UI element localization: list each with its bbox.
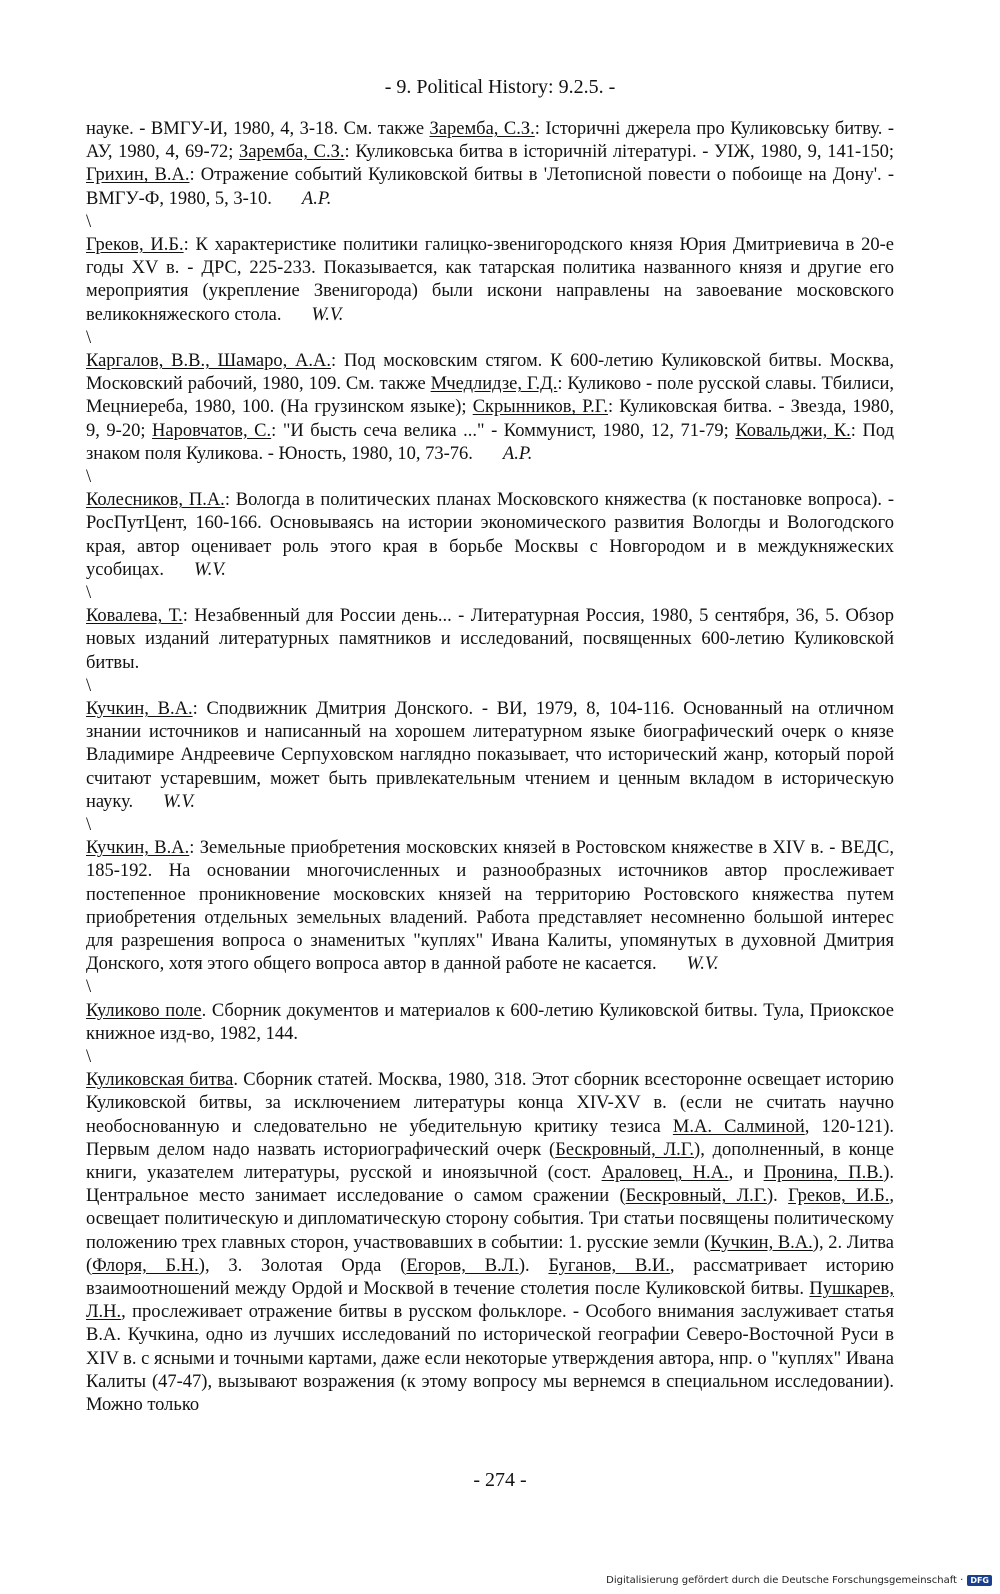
entry-text: ), дополненный, в конце книги, указателем литературы, русской и иноязычной (сост. bbox=[86, 1139, 894, 1184]
author-name: Кучкин, В.А. bbox=[710, 1232, 813, 1253]
entry-text: : Куликово - поле русской славы. Тбилиси, Мецниереба, 1980, 100. (На грузинском языке); bbox=[86, 374, 894, 418]
author-name: Бескровный, Л.Г. bbox=[625, 1186, 767, 1207]
author-name: Скрынников, Р.Г. bbox=[472, 397, 609, 418]
author-name: Каргалов, В.В., Шамаро, А.А. bbox=[86, 351, 332, 371]
entry-separator: \ bbox=[86, 977, 92, 998]
author-name: Пушкарев, Л.Н. bbox=[86, 1279, 894, 1323]
author-name: Греков, И.Б. bbox=[788, 1186, 890, 1207]
entry-text: : Вологда в политических планах Московского княжества (к постановке вопроса). - РосПутЦент, 160-166. Основываясь на истории экономического развития Вологды и Вологодского края, автор оценивает роль этого края в борьбе Москвы с Новгородом и в междукняжеских усобицах. bbox=[86, 490, 895, 580]
author-name: Ковалева, Т. bbox=[86, 606, 183, 627]
bibliography-entry bbox=[86, 698, 894, 814]
entry-text: : Куликовская битва. - Звезда, 1980, 9, 9-20; bbox=[86, 397, 894, 441]
reviewer-initials: A.P. bbox=[301, 188, 332, 209]
entry-text: ), 2. Литва ( bbox=[86, 1232, 894, 1276]
entry-text: : Под московским стягом. К 600-летию Куликовской битвы. Москва, Московский рабочий, 1980, 109. См. также bbox=[86, 351, 894, 395]
bibliography-entries bbox=[86, 118, 894, 1417]
author-name: Колесников, П.А. bbox=[86, 490, 225, 511]
entry-text: , освещает политическую и дипломатическую сторону события. Три статьи посвящены политическому положению трех главных сторон, участвовавших в событии: 1. русские земли ( bbox=[86, 1186, 894, 1253]
bibliography-entry bbox=[86, 350, 894, 466]
bibliography-entry bbox=[86, 837, 894, 976]
entry-separator: \ bbox=[86, 211, 92, 232]
author-name: Наровчатов, С. bbox=[152, 420, 272, 441]
entry-separator: \ bbox=[86, 675, 92, 696]
entry-text: ), 3. Золотая Орда ( bbox=[198, 1255, 407, 1276]
author-name: Заремба, С.З. bbox=[239, 142, 345, 163]
bibliography-entry bbox=[86, 234, 894, 327]
bibliography-entry bbox=[86, 489, 894, 582]
author-name: Греков, И.Б. bbox=[86, 235, 184, 255]
reviewer-initials: A.P. bbox=[502, 443, 533, 464]
reviewer-initials: W.V. bbox=[194, 559, 226, 580]
author-name: Ковальджи, К. bbox=[735, 420, 851, 441]
entry-separator: \ bbox=[86, 815, 92, 836]
reviewer-initials: W.V. bbox=[163, 791, 196, 812]
author-name: Кучкин, В.А. bbox=[86, 699, 193, 719]
entry-text: , прослеживает отражение битвы в русском фольклоре. - Особого внимания заслуживает статья В.А. Кучкина, одно из лучших исследований по исторической географии Северо-Восточной Руси в XIV в. с ясными и точными картами, даже если некоторые утверждения автора, нпр. о "куплях" Ивана Калиты (47-47), вызывают возражения (к этому вопросу мы вернемся в специальном исследовании). Можно только bbox=[86, 1302, 894, 1416]
entry-text: : Історичні джерела про Куликовську битву. - АУ, 1980, 4, 69-72; bbox=[86, 119, 894, 163]
entry-text: , 120-121). Первым делом надо назвать историографический очерк ( bbox=[86, 1116, 894, 1160]
bibliography-entry bbox=[86, 1000, 894, 1046]
entry-text: ). bbox=[518, 1255, 549, 1276]
author-name: Пронина, П.В. bbox=[763, 1163, 884, 1184]
author-name: Куликовская битва bbox=[86, 1070, 234, 1091]
dfg-credit-text: Digitalisierung gefördert durch die Deutsche Forschungsgemeinschaft · bbox=[606, 1575, 964, 1586]
entry-text: : Отражение событий Куликовской битвы в 'Летописной повести о побоище на Дону'. - ВМГУ-Ф, 1980, 5, 3-10. bbox=[86, 165, 894, 209]
bibliography-entry bbox=[86, 1069, 894, 1417]
entry-separator: \ bbox=[86, 583, 92, 604]
entry-text: ). bbox=[766, 1186, 789, 1207]
entry-text: науке. - ВМГУ-И, 1980, 4, 3-18. См. также bbox=[86, 119, 430, 139]
entry-separator: \ bbox=[86, 1047, 92, 1068]
author-name: Куликово поле bbox=[86, 1000, 202, 1021]
bibliography-entry bbox=[86, 118, 894, 211]
page-number: - 274 - bbox=[473, 1469, 527, 1491]
entry-text: ). Центральное место занимает исследование о самом сражении ( bbox=[86, 1163, 894, 1207]
reviewer-initials: W.V. bbox=[311, 304, 344, 325]
entry-separator: \ bbox=[86, 467, 92, 488]
entry-text: , рассматривает историю взаимоотношений между Ордой и Москвой в течение столетия после Куликовской битвы. bbox=[86, 1255, 894, 1300]
entry-text: : К характеристике политики галицко-звенигородского князя Юрия Дмитриевича в 20-е годы XV в. - ДРС, 225-233. Показывается, как татарская политика названного князя и другие его мероприятия (укрепление Звенигорода) были искони направлены на завоевание московского великокняжеского стола. bbox=[86, 235, 894, 325]
dfg-credit bbox=[606, 1575, 992, 1586]
entry-text: , и bbox=[728, 1163, 764, 1184]
entry-text: : Под знаком поля Куликова. - Юность, 1980, 10, 73-76. bbox=[86, 420, 894, 464]
entry-separator: \ bbox=[86, 327, 92, 348]
author-name: Заремба, С.З. bbox=[429, 119, 535, 139]
reviewer-initials: W.V. bbox=[686, 954, 719, 975]
author-name: Буганов, В.И. bbox=[548, 1255, 670, 1276]
entry-text: . Сборник документов и материалов к 600-летию Куликовской битвы. Тула, Приокское книжное изд-во, 1982, 144. bbox=[86, 1000, 894, 1044]
entry-text: : Сподвижник Дмитрия Донского. - ВИ, 1979, 8, 104-116. Основанный на отличном знании источников и написанный на хорошем литературном языке биографический очерк о князе Владимире Андреевиче Серпуховском наглядно показывает, что исторический жанр, который порой считают устаревшим, может быть привлекательным чтением и ценным вкладом в историческую науку. bbox=[86, 699, 894, 812]
entry-text: : Незабвенный для России день... - Литературная Россия, 1980, 5 сентября, 36, 5. Обзор новых изданий литературных памятников и исследований, посвященных 600-летию Куликовской битвы. bbox=[86, 606, 894, 673]
author-name: Араловец, Н.А. bbox=[601, 1163, 729, 1184]
author-name: Мчедлидзе, Г.Д. bbox=[430, 374, 558, 395]
dfg-logo-icon: DFG bbox=[967, 1575, 992, 1586]
entry-text: . Сборник статей. Москва, 1980, 318. Этот сборник всесторонне освещает историю Куликовской битвы, за исключением литературы конца XIV-XV в. (если не считать научно необоснованную и следовательно не убедительную критику тезиса bbox=[86, 1070, 894, 1137]
author-name: М.А. Салминой bbox=[672, 1116, 805, 1137]
entry-text: : Куликовська битва в історичній літературі. - УІЖ, 1980, 9, 141-150; bbox=[344, 142, 894, 163]
entry-text: : "И бысть сеча велика ..." - Коммунист, 1980, 12, 71-79; bbox=[271, 420, 736, 441]
author-name: Флоря, Б.Н. bbox=[92, 1255, 199, 1276]
entry-text: : Земельные приобретения московских князей в Ростовском княжестве в XIV в. - ВЕДС, 185-192. На основании многочисленных и разнообразных источников автор прослеживает постепенное проникновение московских князей на территорию Ростовского княжества путем приобретения отдельных земельных владений. Работа представляет несомненно большой интерес для разрешения вопроса о знаменитых "куплях" Ивана Калиты, упомянутых в духовной Дмитрия Донского, хотя этого общего вопроса автор в данной работе не касается. bbox=[86, 838, 894, 975]
author-name: Грихин, В.А. bbox=[86, 165, 190, 186]
bibliography-entry bbox=[86, 605, 894, 675]
author-name: Кучкин, В.А. bbox=[86, 838, 190, 859]
author-name: Егоров, В.Л. bbox=[406, 1255, 519, 1276]
running-header: - 9. Political History: 9.2.5. - bbox=[384, 76, 616, 98]
author-name: Бескровный, Л.Г. bbox=[555, 1139, 695, 1160]
